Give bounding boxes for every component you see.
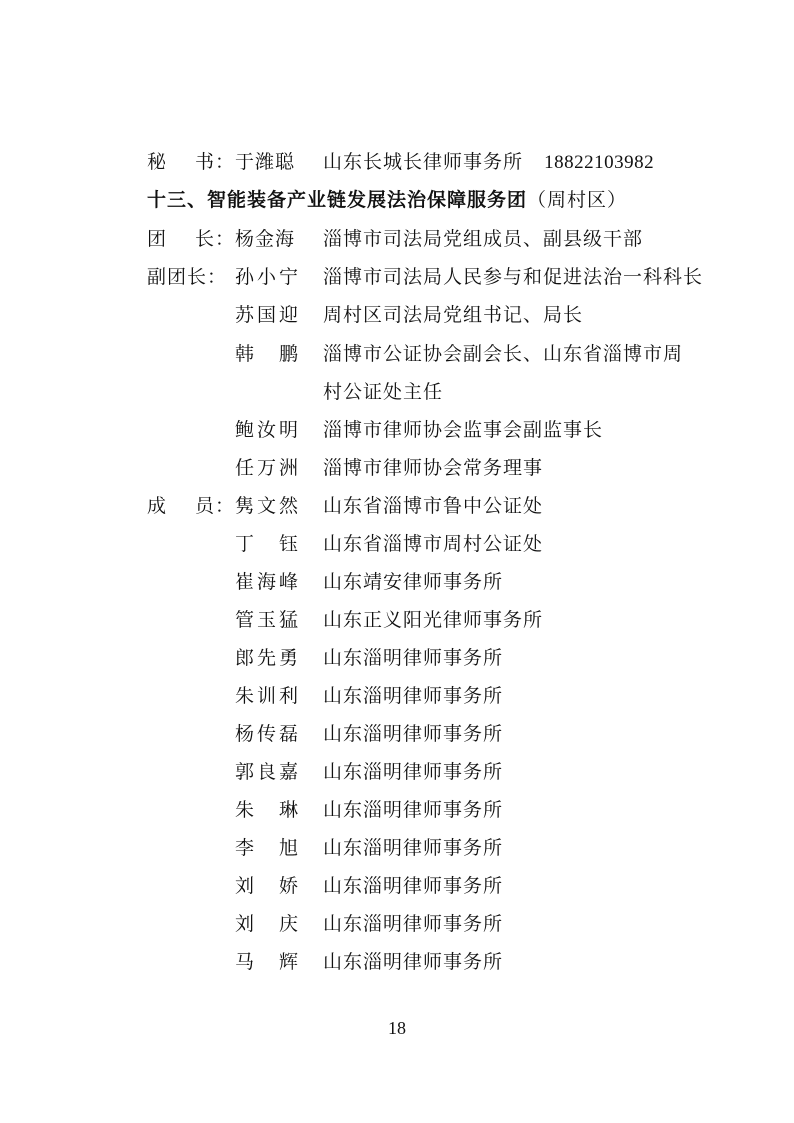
member-org: 山东淄明律师事务所 <box>323 761 504 783</box>
member-name: 郎 先 勇 <box>235 647 299 669</box>
deputy-name: 苏 国 迎 <box>235 304 299 326</box>
deputy-name: 韩 鹏 <box>235 343 299 365</box>
deputy-role-label: 副团长： <box>147 266 228 288</box>
deputy-position: 淄博市律师协会监事会副监事长 <box>323 419 604 441</box>
member-name: 朱 训 利 <box>235 685 299 707</box>
member-name: 郭 良 嘉 <box>235 761 299 783</box>
member-name: 丁 钰 <box>235 533 299 555</box>
member-org: 山东淄明律师事务所 <box>323 951 504 973</box>
member-org: 山东淄明律师事务所 <box>323 647 504 669</box>
member-name: 李 旭 <box>235 837 299 859</box>
member-name: 刘 娇 <box>235 875 299 897</box>
section-title: 十三、智能装备产业链发展法治保障服务团 <box>147 189 528 211</box>
member-org: 山东淄明律师事务所 <box>323 837 504 859</box>
secretary-org: 山东长城长律师事务所 18822103982 <box>323 151 655 173</box>
member-org: 山东淄明律师事务所 <box>323 799 504 821</box>
deputy-name: 鲍 汝 明 <box>235 419 299 441</box>
deputy-position: 周村区司法局党组书记、局长 <box>323 304 584 326</box>
deputy-name: 任 万 洲 <box>235 457 299 479</box>
page-number: 18 <box>388 1018 406 1038</box>
member-name: 刘 庆 <box>235 913 299 935</box>
section-heading <box>147 181 627 219</box>
deputy-position-line2: 村公证处主任 <box>323 381 444 403</box>
deputy-position: 淄博市司法局人民参与和促进法治一科科长 <box>323 266 704 288</box>
member-org: 山东靖安律师事务所 <box>323 571 504 593</box>
leader-name: 杨金海 <box>235 228 296 250</box>
member-name: 朱 琳 <box>235 799 299 821</box>
member-name: 崔 海 峰 <box>235 571 299 593</box>
member-org: 山东淄明律师事务所 <box>323 685 504 707</box>
member-org: 山东淄明律师事务所 <box>323 913 504 935</box>
deputy-position: 淄博市公证协会副会长、山东省淄博市周 <box>323 343 684 365</box>
member-name: 马 辉 <box>235 951 299 973</box>
member-org: 山东淄明律师事务所 <box>323 875 504 897</box>
secretary-phone: 18822103982 <box>544 152 655 173</box>
leader-role-label: 团 长： <box>147 228 235 250</box>
secretary-role-label: 秘 书： <box>147 151 235 173</box>
member-org: 山东省淄博市周村公证处 <box>323 533 544 555</box>
deputy-position: 淄博市律师协会常务理事 <box>323 457 544 479</box>
member-org: 山东省淄博市鲁中公证处 <box>323 495 544 517</box>
member-org: 山东淄明律师事务所 <box>323 723 504 745</box>
member-name: 隽 文 然 <box>235 495 299 517</box>
member-name: 杨 传 磊 <box>235 723 299 745</box>
section-district: （周村区） <box>527 189 628 211</box>
leader-position: 淄博市司法局党组成员、副县级干部 <box>323 228 644 250</box>
members-role-label: 成 员： <box>147 495 235 517</box>
deputy-name: 孙 小 宁 <box>235 266 299 288</box>
member-org: 山东正义阳光律师事务所 <box>323 609 544 631</box>
secretary-name: 于潍聪 <box>235 151 296 173</box>
member-name: 管 玉 猛 <box>235 609 299 631</box>
